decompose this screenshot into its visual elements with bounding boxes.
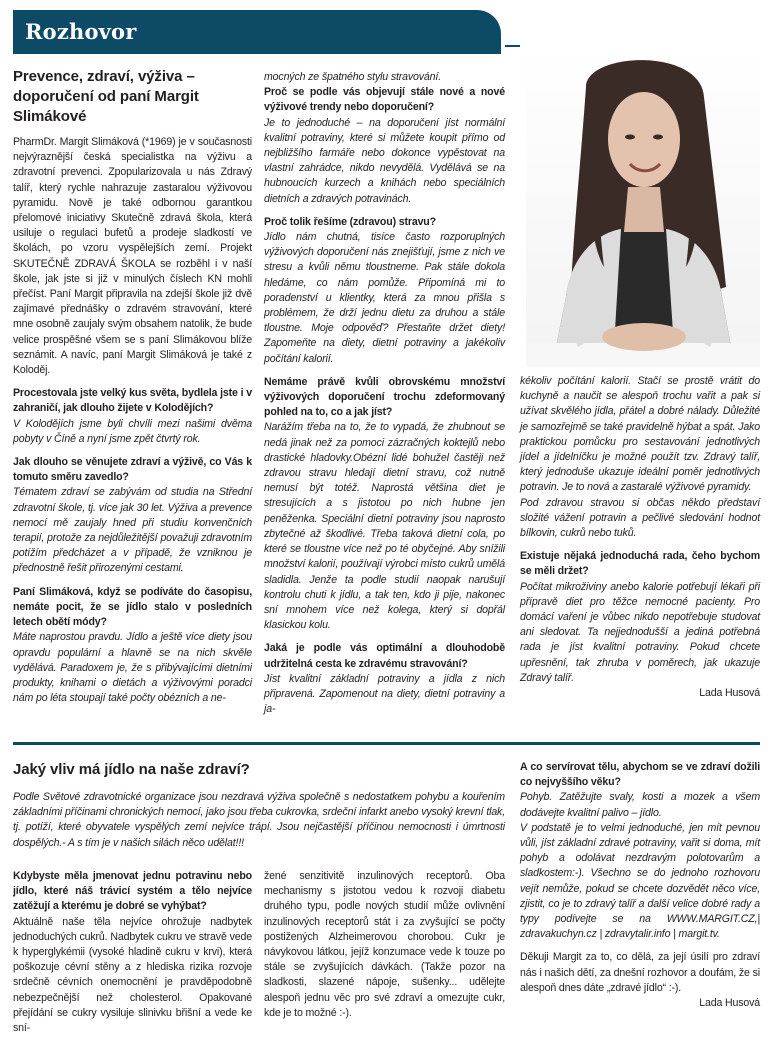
portrait-illustration [526, 47, 760, 367]
answer: Jíst kvalitní základní potraviny a jídla z nich připravená. Zapomenout na diety, dietní potraviny a ja- [264, 672, 505, 716]
header-rule [505, 45, 520, 47]
question: Kdybyste měla jmenovat jednu potravinu nebo jídlo, které náš trávicí systém a tělo nejvíce zatěžují a kterému je dobré se vyhýbat? [13, 870, 252, 913]
article2-column-3 [520, 760, 760, 1011]
question: Proč se podle vás objevují stále nové a nové výživové trendy nebo doporučení? [264, 86, 505, 114]
answer: Pohyb. Zatěžujte svaly, kosti a mozek a všem dodávejte kvalitní palivo – jídlo. [520, 791, 760, 819]
answer: Narážím třeba na to, že to vypadá, že zhubnout se nedá jinak než za pomoci zázračných koktejlů nebo drastické hladovky.Obézní lidé bohužel častěji než zdravou stravu hledají dietní stravu, což nutně nemusí být totéž. Naprostá většina diet je stresujících a s jistotou po nich hubne jen peněženka. Speciální dietní potraviny jsou naprosto zbytečné až škodlivé. Třeba taková dietní cola, po které se tloustne více než po té obyčejné. Aby snížili množství kalorií, používají výrobci místo cukrů umělá sladidla. Jenže ta podle studií naopak narušují kontrolu chuti k jídlu, a tak ten, kdo ji pije, nakonec sní mnohem více než kolega, který si dopřál klasickou kolu. [264, 421, 505, 632]
question: Paní Slimáková, když se podíváte do časopisu, nemáte pocit, že se jídlo stalo v posledních letech obětí módy? [13, 585, 252, 629]
article2-header [13, 760, 505, 851]
answer-continued: mocných ze špatného stylu stravování. [264, 71, 441, 83]
section-header [13, 10, 501, 54]
article1-column-3 [520, 374, 760, 701]
article1-intro: PharmDr. Margit Slimáková (*1969) je v současnosti nejvýraznější česká specialistka na výživu a zdravotní prevenci. Zpopularizovala u nás Zdravý talíř, který rychle nahrazuje zastaralou výživovou pyramidu. Nově je také odbornou garantkou přelomové iniciativy Skutečně zdravá škola, která usiluje o regulaci bufetů a prodeje sladkostí ve školách, po vzoru vyspělejších zemí. Projekt SKUTEČNĚ ZDRAVÁ ŠKOLA se rozběhl i v naší škole, jak jste si již v minulých číslech KN mohli přečíst. Paní Margit připravila na zdejší škole již dvě zajímavé přednášky o zdravém stravování, které mne osobně zaujaly svým obsahem natolik, že bude velice prospěšné všem se s paní Slimákovou blíže seznámit. A navíc, paní Margit Slimáková je také z Koloděj. [13, 136, 252, 377]
answer: Aktuálně naše těla nejvíce ohrožuje nadbytek jednoduchých cukrů. Nadbytek cukru ve stravě vede k hyperglykémii (vysoké hladině cukru v krvi), která poškozuje cévní stěny a z hlediska rizika rozvoje srdečně cévních onemocnění je pravděpodobně nebezpečnější než cholesterol. Opakované přejídání se cukry vysiluje slinivku břišní a vede ke sní- [13, 915, 252, 1035]
author-signature: Lada Husová [699, 997, 760, 1010]
answer: Máte naprostou pravdu. Jídlo a ještě více diety jsou opravdu populární a hlavně se na nich skvěle vydělává. Paradoxem je, že s přibývajícími dietními produkty, knihami o dietách a výživovými poradci nám po léta stoupají také počty obézních a ne- [13, 631, 252, 705]
article1-column-1 [13, 67, 252, 706]
answer: Tématem zdraví se zabývám od studia na Střední zdravotní škole, tj. více jak 30 let. Výživa a prevence nemocí mě zaujaly hned při studiu konvenčních terapií, protože za nejdůležitější považuji zdravotním potížím předcházet a v případě, že vzniknou je přednostně řešit přirozenými cestami. [13, 486, 252, 575]
article1-title: Prevence, zdraví, výživa – doporučení od paní Margit Slimákové [13, 68, 199, 125]
question: Nemáme právě kvůli obrovskému množství výživových doporučení trochu zdeformovaný pohled na to, co a jak jíst? [264, 375, 505, 419]
answer: Počítat mikroživiny anebo kalorie potřebují lékaři při přípravě diet pro těžce nemocné pacienty. Pro domácí vaření je vůbec nikdo nepotřebuje studovat ani sledovat. Ta nejjednodušší a jediná potřebná rada je jíst kvalitní potraviny. Pokud chcete upřesnění, tak zhruba v poměrech, jak ukazuje Zdravý talíř. [520, 580, 760, 684]
answer-continued: kékoliv počítání kalorií. Stačí se prostě vrátit do kuchyně a naučit se alespoň trochu vařit a pak si užívat skvělého jídla, přátel a dobré nálady. Důležité je samozřejmě se také pravidelně hýbat a spát. Jako praktickou pomůcku pro sestavování jednotlivých jídel a jídelníčku je možné použít tzv. Zdravý talíř, který jednoduše ukazuje ideální poměr jednotlivých potravin. Je to nová a zastaralé výživové pyramidy. [520, 375, 760, 494]
answer: V Kolodějích jsme byli chvíli mezi našimi dvěma pobyty v Číně a nyní jsme zpět čtvrtý rok. [13, 417, 252, 445]
answer: Je to jednoduché – na doporučení jíst normální kvalitní potraviny, které si můžete koupit přímo od nejbližšího farmáře nebo dokonce vypěstovat na vlastní zahrádce, nikdo nevydělá. Vydělává se na hubnoucích kurzech a knihách nebo speciálních dietních a zdravých potravinách. [264, 116, 505, 205]
question: Procestovala jste velký kus světa, bydlela jste i v zahraničí, jak dlouho žijete v Kolodějích? [13, 387, 252, 415]
author-signature: Lada Husová [699, 687, 760, 700]
article1-column-2 [264, 70, 505, 717]
question: Existuje nějaká jednoduchá rada, čeho bychom se měli držet? [520, 550, 760, 578]
answer-2: V podstatě je to velmi jednoduché, jen mít pevnou vůli, jíst základní zdravé potraviny, vařit si doma, mít pohyb a odolávat nezdravým polotovarům a sladkostem:-). Všechno se do jednoho rozhovoru vejít nemůže, pokud se chcete dozvědět něco více, zjistit, co je to zdravý talíř a další velice dobré rady a typy podívejte se na WWW.MARGIT.CZ,| zdravakuchyn.cz | zdravytalir.info | margit.tv. [520, 821, 760, 941]
answer: Jídlo nám chutná, tisíce často rozporuplných výživových doporučení nás znejišťují, jsme z nich ve stresu a kvůli němu tloustneme. Pak stále dokola hledáme, co nám pomůže. Připomíná mi to poradenství u klientky, která za mnou přišla s problémem, že drží jednu dietu za druhou a stále tloustne. Moje odpověď? Přestaňte držet diety! Zapomeňte na diety, dietní potraviny a jakékoliv počítání kalorií. [264, 231, 505, 365]
section-title: Rozhovor [25, 19, 137, 44]
question: A co servírovat tělu, abychom se ve zdraví dožili co nejvyššího věku? [520, 761, 760, 789]
article2-title: Jaký vliv má jídlo na naše zdraví? [13, 761, 250, 778]
thanks-note: Děkuji Margit za to, co dělá, za její úsilí pro zdraví nás i našich dětí, za dnešní rozhovor a doufám, že si alespoň dnes dáte „zdravé jídlo“ :-). [520, 951, 760, 994]
article2-lead: Podle Světové zdravotnické organizace jsou nezdravá výživa společně s nedostatkem pohybu a kouřením základními příčinami chronických nemocí, jako jsou třeba cukrovka, srdeční infarkt anebo vysoký krevní tlak, tj. potíží, které obyvatele vyspělých zemí nejvíce trápí. Jsou nejčastější příčinou nemocnosti i úmrtnosti dospělých.- A s tím je v našich silách něco udělat!!! [13, 791, 505, 849]
article-separator [13, 742, 760, 745]
article2-column-1 [13, 869, 252, 1036]
answer-continued-2: Pod zdravou stravou si občas někdo představí složité vážení potravin a pečlivé sledování hodnot bílkovin, cukrů nebo tuků. [520, 496, 760, 540]
answer-continued: žené senzitivitě inzulinových receptorů. Oba mechanismy s jistotou vedou k rozvoji diabetu druhého typu, podle nových studií může ovlivnění inzulinových receptorů stát i za zvyšující se počty postižených Alzheimerovou chorobou. Cukr je návykovou látkou, jejíž konzumace vede k touze po stále se zvyšujících dávkách. (Takže pozor na sladkosti, slazené nápoje, sušenky... udělejte alespoň jednu věc pro své zdraví a omezujte cukr, kde je to možné :-). [264, 870, 505, 1019]
article2-column-2 [264, 869, 505, 1021]
question: Proč tolik řešíme (zdravou) stravu? [264, 215, 436, 228]
portrait-photo [526, 47, 760, 367]
question: Jak dlouho se věnujete zdraví a výživě, co Vás k tomuto směru zavedlo? [13, 456, 252, 484]
question: Jaká je podle vás optimální a dlouhodobě udržitelná cesta ke zdravému stravování? [264, 642, 505, 670]
